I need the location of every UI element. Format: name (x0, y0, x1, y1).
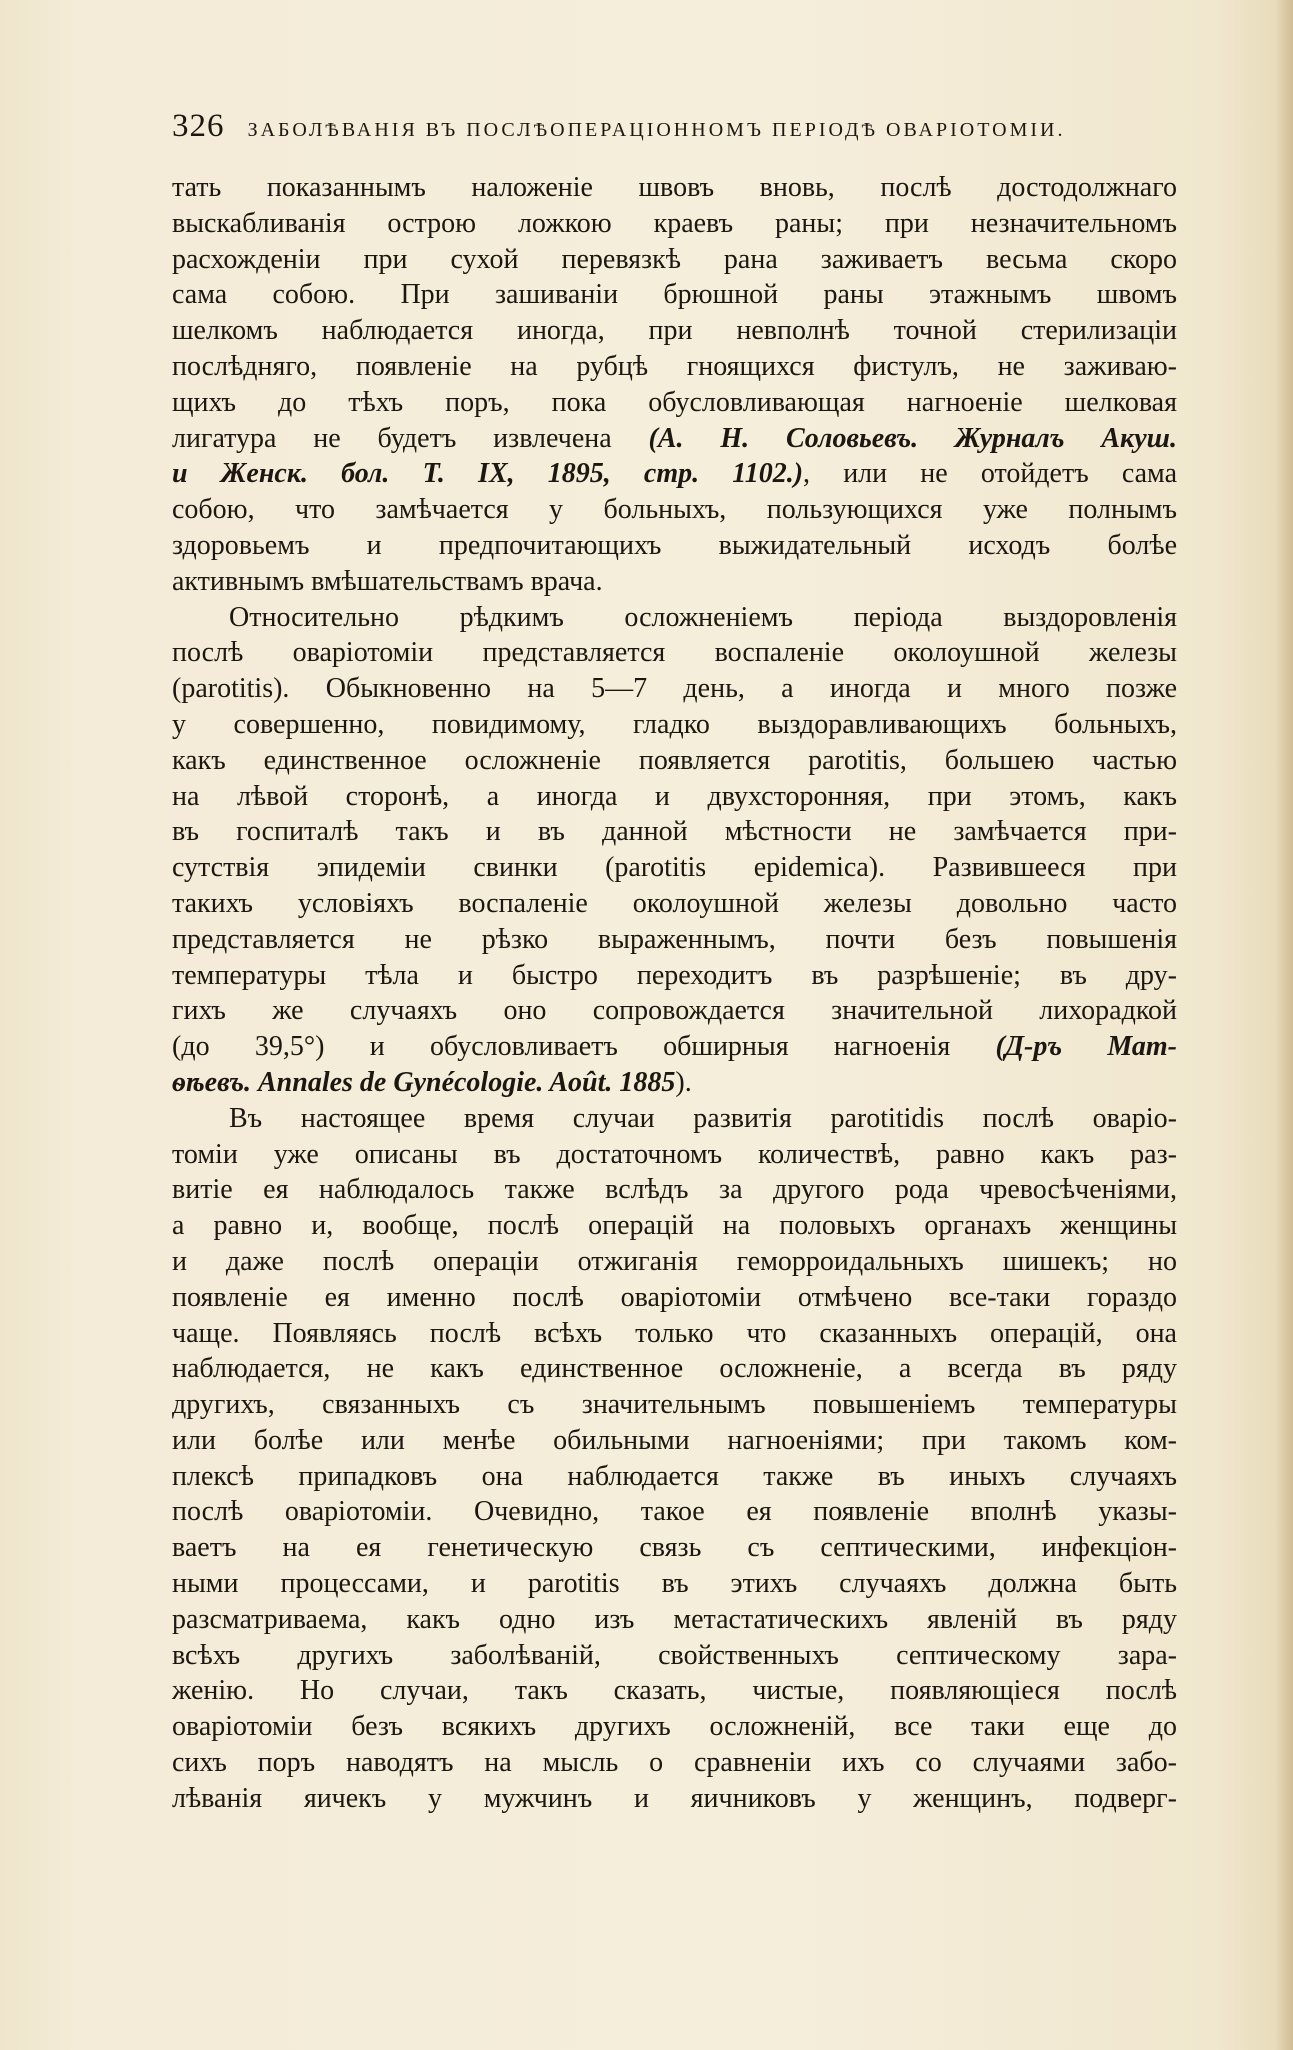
citation-italic: (Д-ръ Мат- (995, 1031, 1177, 1063)
text-line: витіе ея наблюдалось также вслѣдъ за другого рода чревосѣченіями, (172, 1174, 1177, 1206)
text-line: разсматриваема, какъ одно изъ метастатическихъ явленій въ ряду (172, 1603, 1177, 1635)
text-line: или болѣе или менѣе обильными нагноеніями; при такомъ ком- (172, 1424, 1177, 1456)
text-segment: (до 39,5°) и обусловливаетъ обширныя нагноенія (172, 1031, 996, 1063)
running-head: ЗАБОЛѢВАНІЯ ВЪ ПОСЛѢОПЕРАЦІОННОМЪ ПЕРІОДѢ ОВАРІОТОМІИ. (247, 119, 1066, 141)
text-line: расхожденіи при сухой перевязкѣ рана заживаетъ весьма скоро (172, 243, 1177, 275)
text-line: и даже послѣ операціи отжиганія геморроидальныхъ шишекъ; но (172, 1245, 1177, 1277)
text-line: сутствія эпидеміи свинки (parotitis epidemica). Развившееся при (172, 852, 1177, 884)
text-line: послѣдняго, появленіе на рубцѣ гноящихся фистулъ, не заживаю- (172, 350, 1177, 382)
text-line: послѣ оваріотоміи представляется воспаленіе околоушной железы (172, 637, 1177, 669)
text-segment: ). (675, 1066, 692, 1098)
text-line: собою, что замѣчается у больныхъ, пользующихся уже полнымъ (172, 494, 1177, 526)
text-line: всѣхъ другихъ заболѣваній, свойственныхъ септическому зара- (172, 1639, 1177, 1671)
text-line (172, 421, 1177, 457)
text-line: выскабливанія острою ложкою краевъ раны; при незначительномъ (172, 207, 1177, 239)
text-line: оваріотоміи безъ всякихъ другихъ осложненій, все таки еще до (172, 1711, 1177, 1743)
text-line: сихъ поръ наводятъ на мысль о сравненіи ихъ со случаями забо- (172, 1747, 1177, 1779)
citation-italic: (А. Н. Соловьевъ. Журналъ Акуш. (648, 422, 1177, 454)
text-line: какъ единственное осложненіе появляется parotitis, большею частью (172, 744, 1177, 776)
text-line: Въ настоящее время случаи развитія parotitidis послѣ оваріо- (229, 1102, 1177, 1134)
text-line: представляется не рѣзко выраженнымъ, почти безъ повышенія (172, 923, 1177, 955)
text-line: такихъ условіяхъ воспаленіе околоушной железы довольно часто (172, 887, 1177, 919)
text-line: гихъ же случаяхъ оно сопровождается значительной лихорадкой (172, 995, 1177, 1027)
text-line: ными процессами, и parotitis въ этихъ случаяхъ должна быть (172, 1568, 1177, 1600)
text-line (172, 1029, 1177, 1065)
text-line: щихъ до тѣхъ поръ, пока обусловливающая нагноеніе шелковая (172, 386, 1177, 418)
text-line: въ госпиталѣ такъ и въ данной мѣстности не замѣчается при- (172, 816, 1177, 848)
text-line: чаще. Появляясь послѣ всѣхъ только что сказанныхъ операцій, она (172, 1317, 1177, 1349)
page-header (172, 108, 1132, 148)
text-line: тать показаннымъ наложеніе швовъ вновь, послѣ достодолжнаго (172, 172, 1177, 203)
body-text (172, 170, 1177, 1817)
page-edge-shadow (1275, 0, 1293, 2050)
page-number: 326 (172, 108, 225, 144)
text-line: плексѣ припадковъ она наблюдается также въ иныхъ случаяхъ (172, 1460, 1177, 1492)
text-line: женію. Но случаи, такъ сказать, чистые, появляющіеся послѣ (172, 1675, 1177, 1707)
text-line: на лѣвой сторонѣ, а иногда и двухсторонняя, при этомъ, какъ (172, 780, 1177, 812)
text-segment: , или не отойдетъ сама (803, 458, 1177, 490)
text-line: наблюдается, не какъ единственное осложненіе, а всегда въ ряду (172, 1353, 1177, 1385)
text-line: другихъ, связанныхъ съ значительнымъ повышеніемъ температуры (172, 1389, 1177, 1421)
text-line: шелкомъ наблюдается иногда, при невполнѣ точной стерилизаціи (172, 315, 1177, 347)
text-line: а равно и, вообще, послѣ операцій на половыхъ органахъ женщины (172, 1210, 1177, 1242)
text-line: активнымъ вмѣшательствамъ врача. (172, 565, 603, 597)
text-line (172, 1065, 1177, 1101)
text-line: сама собою. При зашиваніи брюшной раны этажнымъ швомъ (172, 279, 1177, 311)
text-line: здоровьемъ и предпочитающихъ выжидательный исходъ болѣе (172, 529, 1177, 561)
text-line: (parotitis). Обыкновенно на 5—7 день, а иногда и много позже (172, 673, 1177, 705)
text-line (172, 456, 1177, 492)
text-line: ваетъ на ея генетическую связь съ септическими, инфекціон- (172, 1532, 1177, 1564)
citation-italic: и Женск. бол. Т. IX, 1895, стр. 1102.) (172, 458, 804, 490)
text-line: Относительно рѣдкимъ осложненіемъ періода выздоровленія (229, 601, 1177, 633)
text-line: лѣванія яичекъ у мужчинъ и яичниковъ у женщинъ, подверг- (172, 1782, 1177, 1814)
citation-italic: ѳѣевъ. Annales de Gynécologie. Août. 1885 (172, 1066, 676, 1098)
text-line: температуры тѣла и быстро переходитъ въ разрѣшеніе; въ дру- (172, 959, 1177, 991)
text-segment: лигатура не будетъ извлечена (172, 422, 649, 454)
text-line: послѣ оваріотоміи. Очевидно, такое ея появленіе вполнѣ указы- (172, 1496, 1177, 1528)
text-line: томіи уже описаны въ достаточномъ количествѣ, равно какъ раз- (172, 1138, 1177, 1170)
text-line: появленіе ея именно послѣ оваріотоміи отмѣчено все-таки гораздо (172, 1281, 1177, 1313)
text-line: у совершенно, повидимому, гладко выздоравливающихъ больныхъ, (172, 708, 1177, 740)
